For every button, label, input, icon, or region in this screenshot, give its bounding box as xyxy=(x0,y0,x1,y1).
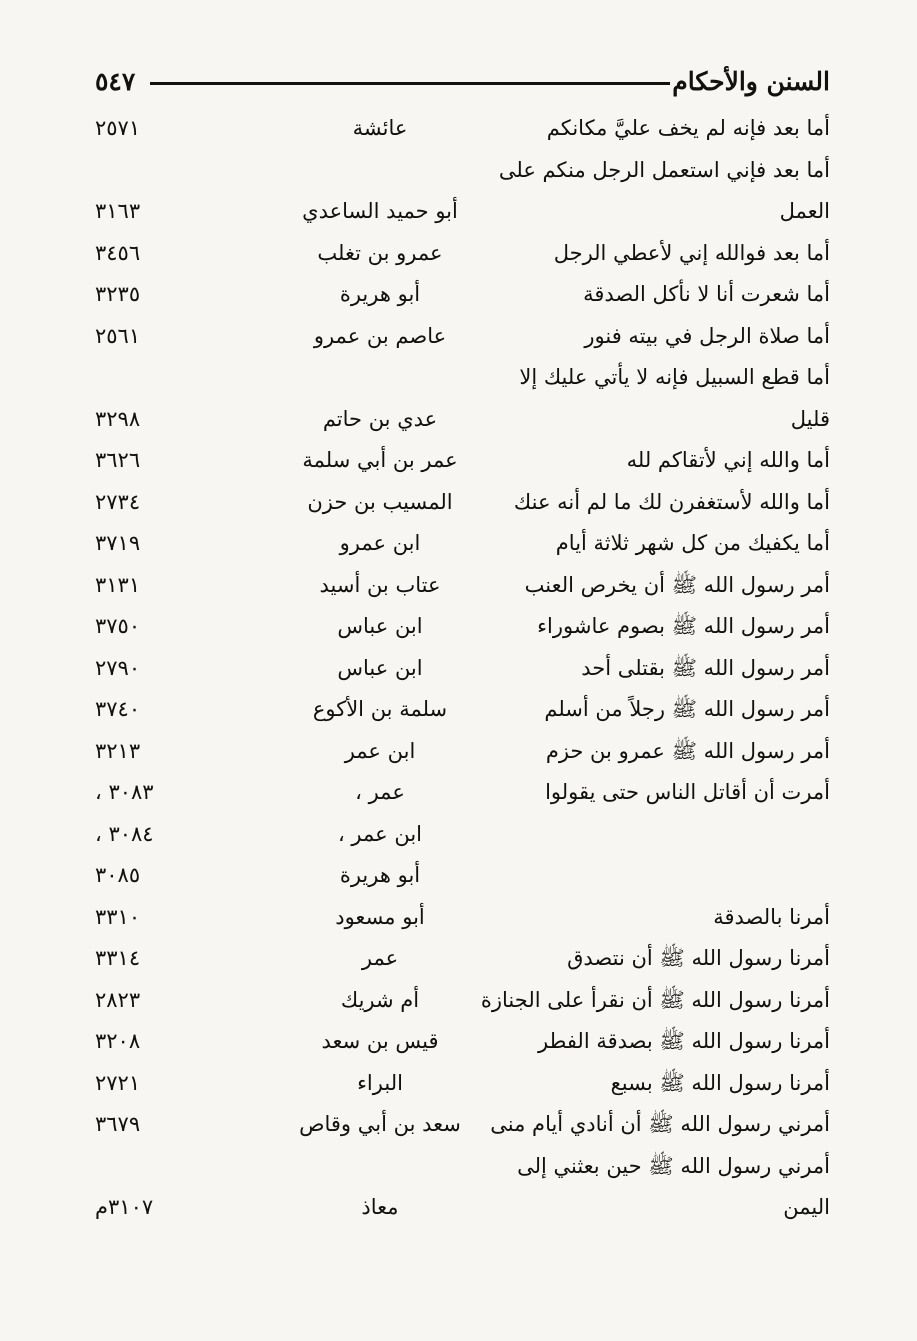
list-item xyxy=(95,233,830,275)
hadith-opening-text: أمر رسول الله ﷺ بصوم عاشوراء xyxy=(537,614,830,638)
list-item xyxy=(95,731,830,773)
hadith-opening-text: أما قطع السبيل فإنه لا يأتي عليك إلا xyxy=(519,365,830,389)
narrator-name: عمر xyxy=(361,946,399,970)
hadith-opening-text: أمرنا رسول الله ﷺ بسبع xyxy=(610,1070,830,1095)
hadith-opening-text: قليل xyxy=(790,406,830,431)
narrator-name: ابن عمر xyxy=(344,738,416,763)
list-item xyxy=(95,108,830,150)
header-rule xyxy=(150,82,670,85)
list-item xyxy=(95,938,830,980)
list-item xyxy=(95,648,830,690)
hadith-opening-text: أما والله لأستغفرن لك ما لم أنه عنك xyxy=(513,489,830,514)
hadith-number: ٣٢١٣ xyxy=(95,738,141,763)
narrator-name: ابن عمر ، xyxy=(337,821,423,846)
index-list xyxy=(95,108,830,1229)
hadith-number: ٣٧١٩ xyxy=(95,531,141,555)
list-item xyxy=(95,523,830,565)
hadith-number: ٢٧٣٤ xyxy=(95,489,141,514)
narrator-name: عائشة xyxy=(352,116,408,140)
hadith-opening-text: أمرنا رسول الله ﷺ أن نتصدق xyxy=(567,946,830,970)
hadith-opening-text: أما بعد فوالله إني لأعطي الرجل xyxy=(553,240,830,265)
hadith-number: ٣٧٥٠ xyxy=(95,614,141,638)
hadith-opening-text: أما بعد فإنه لم يخف عليَّ مكانكم xyxy=(546,116,830,140)
narrator-name: البراء xyxy=(357,1070,403,1095)
hadith-opening-text: أمر رسول الله ﷺ بقتلى أحد xyxy=(581,655,830,680)
hadith-opening-text: أما يكفيك من كل شهر ثلاثة أيام xyxy=(555,531,830,555)
narrator-name: أبو مسعود xyxy=(335,904,425,929)
hadith-opening-text: أمر رسول الله ﷺ أن يخرص العنب xyxy=(524,572,830,597)
hadith-number: ٣٢٣٥ xyxy=(95,282,141,306)
list-item xyxy=(95,980,830,1022)
narrator-name: المسيب بن حزن xyxy=(307,489,453,514)
hadith-number: ٣٢٠٨ xyxy=(95,1029,141,1053)
list-item xyxy=(95,274,830,316)
list-item xyxy=(95,1187,830,1229)
narrator-name: أبو هريرة xyxy=(339,863,421,887)
hadith-opening-text: أما صلاة الرجل في بيته فنور xyxy=(584,323,830,348)
hadith-number: ٣٦٢٦ xyxy=(95,448,141,472)
narrator-name: قيس بن سعد xyxy=(321,1029,439,1053)
list-item xyxy=(95,1021,830,1063)
list-item xyxy=(95,772,830,814)
hadith-opening-text: أمرني رسول الله ﷺ أن أنادي أيام منى xyxy=(490,1112,830,1136)
narrator-name: عمرو بن تغلب xyxy=(317,240,443,265)
narrator-name: معاذ xyxy=(361,1195,399,1219)
list-item xyxy=(95,1063,830,1105)
narrator-name: ابن عمرو xyxy=(339,531,421,555)
narrator-name: عمر ، xyxy=(355,780,405,804)
list-item xyxy=(95,316,830,358)
list-item xyxy=(95,191,830,233)
list-item xyxy=(95,565,830,607)
hadith-opening-text: أمرنا رسول الله ﷺ أن نقرأ على الجنازة xyxy=(480,987,830,1012)
hadith-number: ٣١٠٧م xyxy=(95,1195,154,1219)
hadith-opening-text: أمر رسول الله ﷺ عمرو بن حزم xyxy=(545,738,830,763)
hadith-opening-text: أما شعرت أنا لا نأكل الصدقة xyxy=(583,282,830,306)
hadith-number: ٣٢٩٨ xyxy=(95,406,141,431)
hadith-number: ٣٠٨٣ ، xyxy=(95,780,154,804)
hadith-number: ٣٧٤٠ xyxy=(95,697,141,721)
hadith-number: ٢٥٧١ xyxy=(95,116,141,140)
narrator-name: ابن عباس xyxy=(337,655,423,680)
narrator-name: ابن عباس xyxy=(337,614,423,638)
hadith-number: ٣١٣١ xyxy=(95,572,141,597)
list-item xyxy=(95,482,830,524)
list-item xyxy=(95,1146,830,1188)
list-item xyxy=(95,814,830,856)
hadith-number: ٢٧٢١ xyxy=(95,1070,141,1095)
hadith-opening-text: العمل xyxy=(779,199,830,223)
list-item xyxy=(95,606,830,648)
hadith-number: ٢٥٦١ xyxy=(95,323,141,348)
hadith-opening-text: أمرت أن أقاتل الناس حتى يقولوا xyxy=(545,780,830,804)
hadith-opening-text: أما والله إني لأتقاكم لله xyxy=(626,448,830,472)
hadith-opening-text: أمرني رسول الله ﷺ حين بعثني إلى xyxy=(517,1153,830,1178)
narrator-name: عمر بن أبي سلمة xyxy=(302,448,458,472)
narrator-name: عدي بن حاتم xyxy=(322,406,438,431)
hadith-number: ٣٠٨٤ ، xyxy=(95,821,154,846)
list-item xyxy=(95,150,830,192)
hadith-opening-text: أما بعد فإني استعمل الرجل منكم على xyxy=(498,157,830,182)
page-header xyxy=(95,62,830,102)
hadith-number: ٢٨٢٣ xyxy=(95,987,141,1012)
hadith-number: ٢٧٩٠ xyxy=(95,655,141,680)
hadith-opening-text: أمرنا رسول الله ﷺ بصدقة الفطر xyxy=(538,1029,830,1053)
list-item xyxy=(95,689,830,731)
list-item xyxy=(95,897,830,939)
list-item xyxy=(95,1104,830,1146)
narrator-name: سعد بن أبي وقاص xyxy=(299,1112,461,1136)
hadith-opening-text: أمرنا بالصدقة xyxy=(713,904,830,929)
page-number: ٥٤٧ xyxy=(95,67,136,96)
narrator-name: أبو هريرة xyxy=(339,282,421,306)
hadith-opening-text: اليمن xyxy=(783,1195,830,1219)
list-item xyxy=(95,357,830,399)
list-item xyxy=(95,440,830,482)
page-title: السنن والأحكام xyxy=(672,67,830,96)
hadith-number: ٣٦٧٩ xyxy=(95,1112,141,1136)
narrator-name: سلمة بن الأكوع xyxy=(312,697,448,721)
hadith-number: ٣٣١٤ xyxy=(95,946,141,970)
narrator-name: عاصم بن عمرو xyxy=(313,323,447,348)
list-item xyxy=(95,855,830,897)
hadith-number: ٣١٦٣ xyxy=(95,199,141,223)
narrator-name: أبو حميد الساعدي xyxy=(302,199,458,223)
hadith-number: ٣٣١٠ xyxy=(95,904,141,929)
narrator-name: عتاب بن أسيد xyxy=(319,572,441,597)
hadith-number: ٣٠٨٥ xyxy=(95,863,141,887)
hadith-opening-text: أمر رسول الله ﷺ رجلاً من أسلم xyxy=(544,697,830,721)
narrator-name: أم شريك xyxy=(340,987,420,1012)
list-item xyxy=(95,399,830,441)
hadith-number: ٣٤٥٦ xyxy=(95,240,141,265)
